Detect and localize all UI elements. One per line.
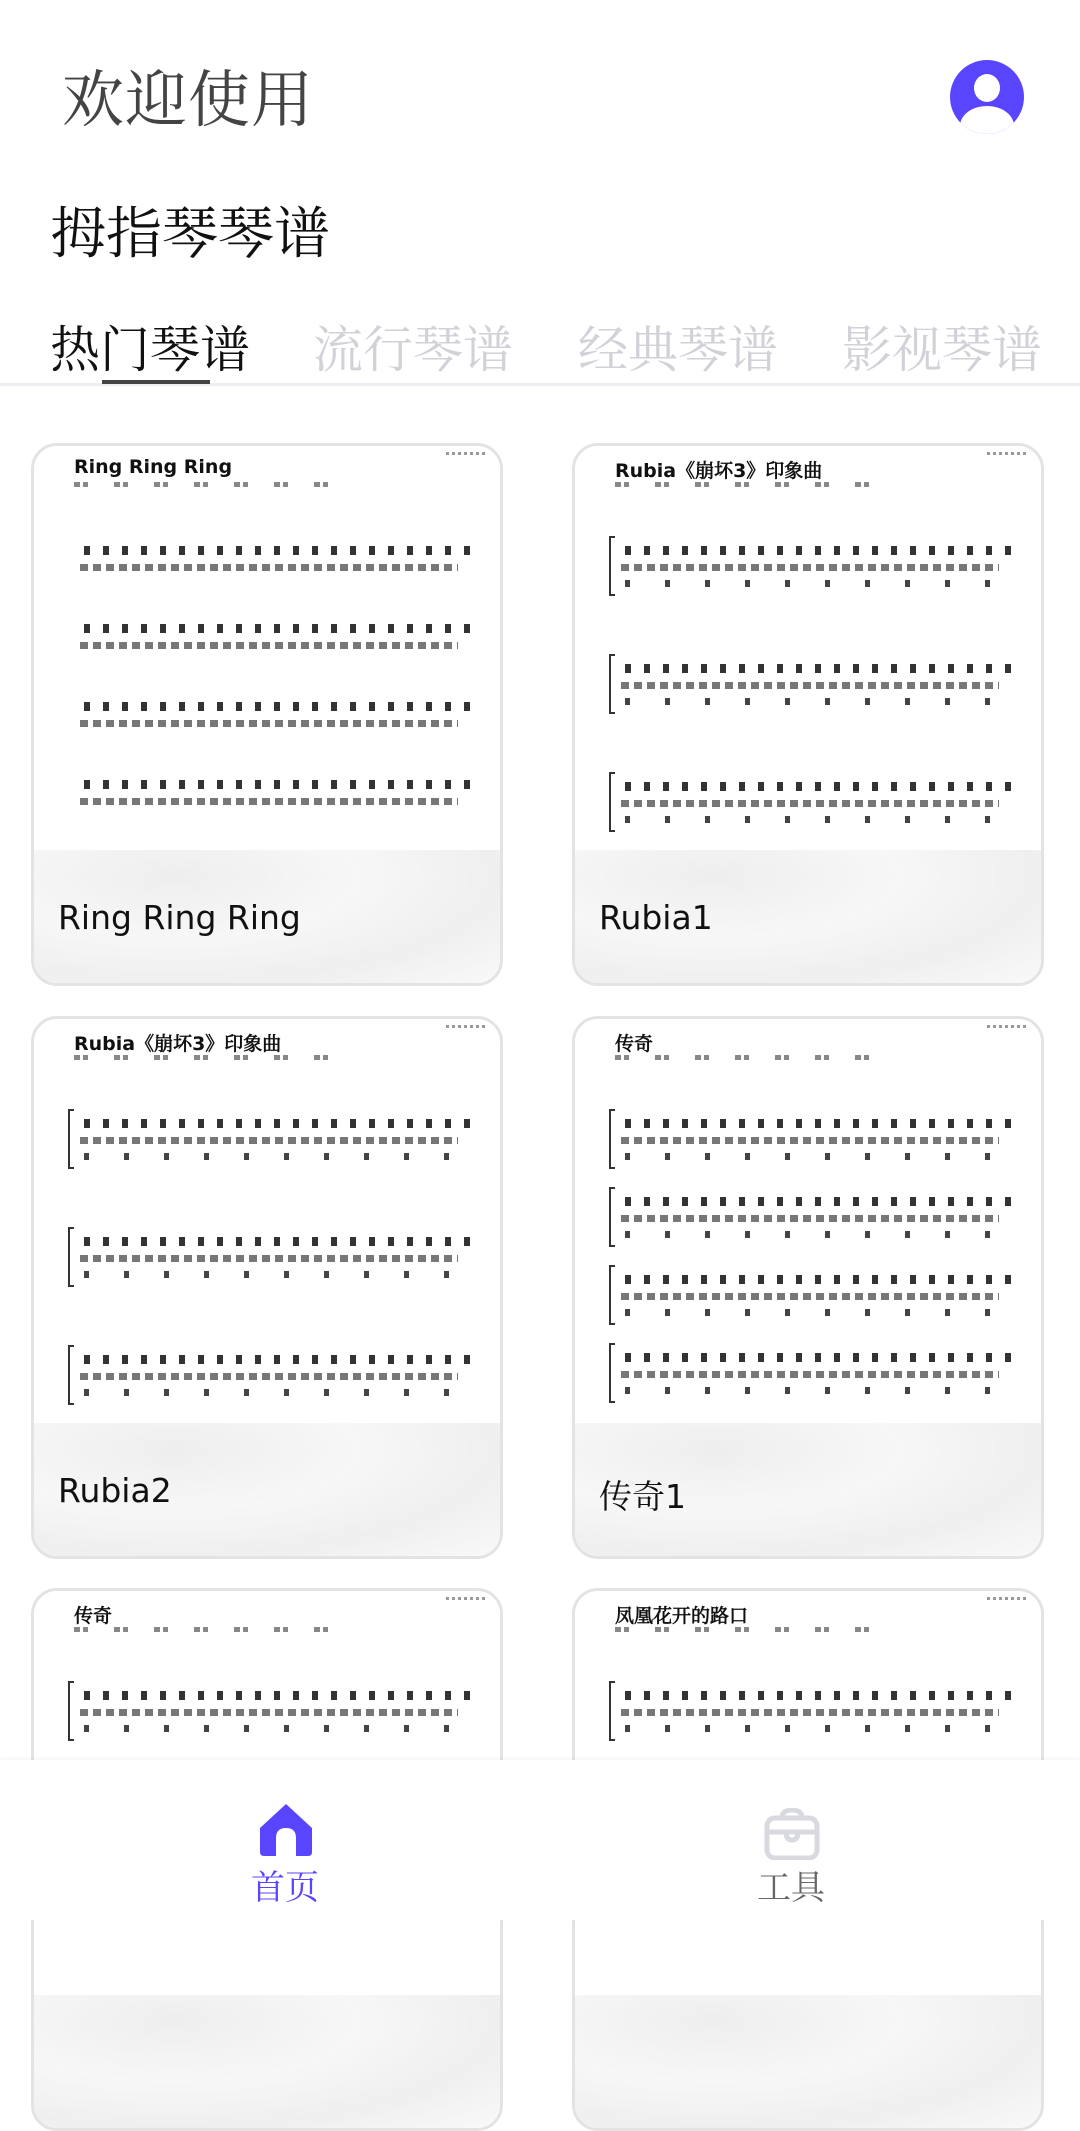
notation-lyrics	[80, 798, 458, 805]
notation-bass	[84, 1271, 470, 1278]
notation-bass	[625, 698, 1011, 705]
sheet-meta	[615, 482, 875, 487]
staff-bracket	[609, 1265, 615, 1325]
sheet-preview	[34, 446, 500, 856]
sheet-title: 传奇	[615, 1033, 654, 1055]
staff-bracket	[609, 654, 615, 714]
notation-notes	[625, 782, 1011, 791]
staff-bracket	[68, 1345, 74, 1405]
notation-system	[74, 1355, 470, 1405]
notation-lyrics	[80, 1255, 458, 1262]
notation-system	[615, 1691, 1011, 1741]
notation-system	[615, 782, 1011, 832]
card-label: 传奇1	[599, 1477, 686, 1516]
notation-lyrics	[621, 1215, 999, 1222]
toolbox-icon	[764, 1808, 820, 1860]
staff-bracket	[609, 1187, 615, 1247]
notation-lyrics	[621, 1293, 999, 1300]
nav-home[interactable]	[185, 1760, 385, 1920]
notation-lyrics	[80, 1709, 458, 1716]
notation-notes	[84, 780, 470, 789]
sheet-title: Ring Ring Ring	[74, 456, 233, 478]
notation-notes	[625, 664, 1011, 673]
sheet-card[interactable]	[572, 443, 1044, 986]
notation-notes	[625, 546, 1011, 555]
card-label-zone	[34, 850, 500, 983]
notation-system	[615, 1197, 1011, 1247]
notation-system	[74, 1119, 470, 1169]
sheet-preview	[575, 446, 1041, 856]
watermark	[987, 452, 1027, 455]
notation-notes	[84, 1237, 470, 1246]
notation-system	[615, 1353, 1011, 1403]
sheet-meta	[74, 1627, 334, 1632]
staff-bracket	[609, 1109, 615, 1169]
staff-bracket	[609, 1343, 615, 1403]
notation-bass	[625, 580, 1011, 587]
notation-lyrics	[621, 800, 999, 807]
watermark	[987, 1597, 1027, 1600]
nav-tools[interactable]	[691, 1760, 891, 1920]
sheet-title: Rubia《崩坏3》印象曲	[74, 1033, 282, 1055]
notation-notes	[625, 1691, 1011, 1700]
notation-bass	[625, 1387, 1011, 1394]
notation-bass	[84, 1725, 470, 1732]
sheet-title: Rubia《崩坏3》印象曲	[615, 460, 823, 482]
sheet-title: 凤凰花开的路口	[615, 1605, 749, 1627]
notation-system	[74, 1691, 470, 1741]
notation-system	[615, 664, 1011, 714]
notation-notes	[625, 1353, 1011, 1362]
tab-classic[interactable]: 经典琴谱	[578, 321, 778, 379]
staff-bracket	[609, 1681, 615, 1741]
notation-notes	[625, 1119, 1011, 1128]
nav-home-label: 首页	[251, 1868, 319, 1908]
sheet-card[interactable]	[31, 1016, 503, 1559]
staff-bracket	[609, 536, 615, 596]
notation-notes	[84, 1691, 470, 1700]
card-label: Ring Ring Ring	[58, 898, 301, 937]
sheet-meta	[615, 1627, 875, 1632]
notation-bass	[625, 816, 1011, 823]
sheet-meta	[74, 1055, 334, 1060]
tab-hot[interactable]: 热门琴谱	[50, 321, 250, 379]
avatar-head	[974, 74, 1000, 102]
notation-bass	[625, 1231, 1011, 1238]
welcome-title: 欢迎使用	[62, 63, 315, 136]
sheet-title: 传奇	[74, 1605, 113, 1627]
notation-lyrics	[621, 564, 999, 571]
notation-bass	[625, 1725, 1011, 1732]
notation-lyrics	[80, 642, 458, 649]
category-tabs	[0, 310, 1080, 386]
notation-lyrics	[621, 682, 999, 689]
nav-tools-label: 工具	[757, 1868, 825, 1908]
card-label-zone	[575, 1995, 1041, 2128]
sheet-card[interactable]	[31, 443, 503, 986]
notation-lyrics	[80, 564, 458, 571]
active-tab-indicator	[102, 380, 210, 384]
notation-system	[74, 702, 470, 752]
notation-notes	[84, 546, 470, 555]
watermark	[446, 1597, 486, 1600]
notation-system	[74, 780, 470, 830]
notation-lyrics	[621, 1137, 999, 1144]
notation-lyrics	[80, 1137, 458, 1144]
bottom-nav	[0, 1760, 1080, 1920]
card-label-zone	[34, 1995, 500, 2128]
notation-lyrics	[80, 1373, 458, 1380]
home-icon	[258, 1802, 314, 1856]
staff-bracket	[68, 1227, 74, 1287]
notation-lyrics	[80, 720, 458, 727]
avatar-body	[960, 106, 1014, 134]
notation-notes	[84, 624, 470, 633]
watermark	[446, 452, 486, 455]
card-label-zone	[575, 1423, 1041, 1556]
notation-bass	[625, 1153, 1011, 1160]
card-label-zone	[575, 850, 1041, 983]
card-label-zone	[34, 1423, 500, 1556]
tab-pop[interactable]: 流行琴谱	[313, 321, 513, 379]
sheet-preview	[575, 1019, 1041, 1429]
notation-system	[74, 624, 470, 674]
notation-notes	[84, 1355, 470, 1364]
sheet-card[interactable]	[572, 1016, 1044, 1559]
sheet-preview	[34, 1019, 500, 1429]
notation-system	[615, 546, 1011, 596]
notation-lyrics	[621, 1709, 999, 1716]
notation-system	[615, 1119, 1011, 1169]
card-label: Rubia1	[599, 898, 713, 937]
notation-bass	[625, 1309, 1011, 1316]
notation-system	[74, 1237, 470, 1287]
tab-film[interactable]: 影视琴谱	[842, 321, 1042, 379]
notation-system	[74, 546, 470, 596]
user-avatar-icon[interactable]	[950, 60, 1024, 134]
notation-bass	[84, 1153, 470, 1160]
notation-notes	[84, 1119, 470, 1128]
notation-system	[615, 1275, 1011, 1325]
notation-notes	[625, 1275, 1011, 1284]
sheet-meta	[74, 482, 334, 487]
staff-bracket	[609, 772, 615, 832]
watermark	[446, 1025, 486, 1028]
staff-bracket	[68, 1109, 74, 1169]
sheet-meta	[615, 1055, 875, 1060]
app-title: 拇指琴琴谱	[50, 202, 330, 267]
notation-bass	[84, 1389, 470, 1396]
notation-notes	[625, 1197, 1011, 1206]
staff-bracket	[68, 1681, 74, 1741]
notation-notes	[84, 702, 470, 711]
card-label: Rubia2	[58, 1471, 172, 1510]
notation-lyrics	[621, 1371, 999, 1378]
watermark	[987, 1025, 1027, 1028]
